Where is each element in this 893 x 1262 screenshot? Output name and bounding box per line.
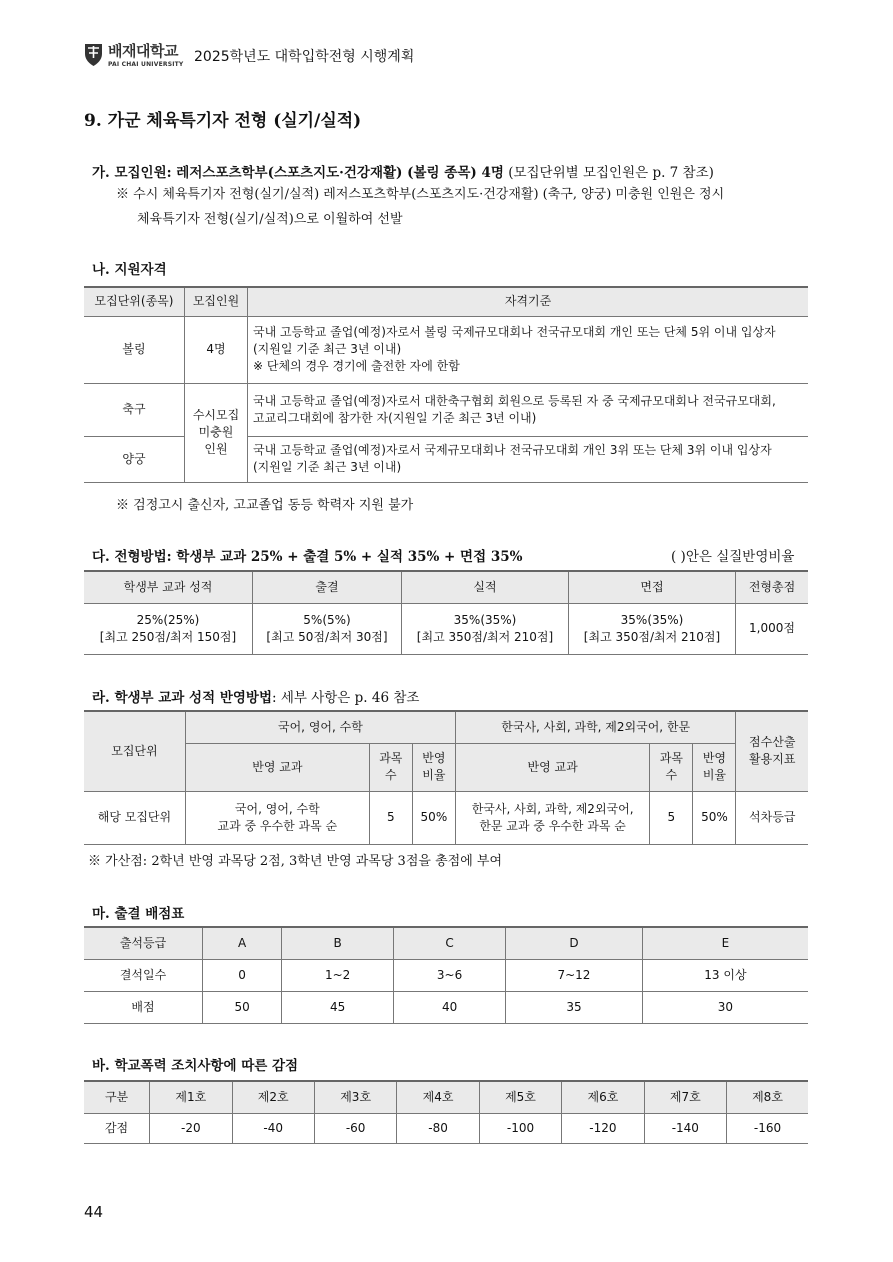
header-cell: A [203, 927, 282, 959]
header-cell: 제7호 [644, 1081, 726, 1113]
subject-line: 국어, 영어, 수학 [234, 801, 320, 816]
subject-cell [185, 791, 369, 844]
header-line: 비율 [702, 768, 727, 782]
grade-method-title-note: : 세부 사항은 p. 46 참조 [272, 690, 420, 706]
count-line: 미충원 [198, 425, 234, 439]
table-cell: 결석일수 [84, 959, 203, 991]
attendance-title: 마. 출결 배점표 [92, 906, 185, 922]
unit-cell: 양궁 [84, 436, 185, 482]
grade-method-title [92, 686, 419, 706]
unfilled-note-line2: 체육특기자 전형(실기/실적)으로 이월하여 선발 [137, 212, 403, 227]
table-cell: 1~2 [282, 959, 394, 991]
table-cell: -100 [479, 1113, 561, 1143]
score-cell [402, 603, 569, 654]
header-cell: 제1호 [150, 1081, 232, 1113]
total-cell: 1,000점 [736, 603, 809, 654]
page-header [84, 40, 814, 74]
header-unit: 모집단위 [84, 711, 185, 791]
header-line: 과목 [379, 751, 403, 765]
table-row [84, 791, 808, 844]
university-logo-text: 배재대학교 [108, 42, 178, 60]
eligibility-title: 나. 지원자격 [92, 262, 167, 278]
header-cell: 실적 [402, 571, 569, 603]
count-cell [185, 383, 248, 482]
criteria-line: 국내 고등학교 졸업(예정)자로서 볼링 국제규모대회나 전국규모대회 개인 또는 단체 5위 이내 입상자 [253, 325, 776, 339]
header-unit: 모집단위(종목) [84, 287, 185, 316]
recruit-count-line [92, 161, 714, 181]
unit-cell: 해당 모집단위 [84, 791, 185, 844]
document-title: 2025학년도 대학입학전형 시행계획 [194, 49, 415, 65]
grade-method-title-bold: 라. 학생부 교과 성적 반영방법 [92, 690, 272, 706]
table-cell: 0 [203, 959, 282, 991]
count-line: 수시모집 [192, 408, 240, 422]
header-count: 모집인원 [185, 287, 248, 316]
header-line: 반영 [702, 751, 727, 765]
table-row [84, 316, 808, 383]
subject-cell [455, 791, 649, 844]
index-cell: 석차등급 [736, 791, 808, 844]
table-cell: -40 [232, 1113, 314, 1143]
table-row [84, 991, 808, 1023]
header-cell: 제5호 [479, 1081, 561, 1113]
table-row [84, 959, 808, 991]
table-cell: 감점 [84, 1113, 150, 1143]
header-ratio [693, 743, 736, 791]
count-cell: 5 [369, 791, 412, 844]
criteria-line: (지원일 기준 최근 3년 이내) [253, 460, 402, 474]
header-cell: 제2호 [232, 1081, 314, 1113]
header-cell: 면접 [569, 571, 736, 603]
unit-cell: 축구 [84, 383, 185, 436]
table-cell: 50 [203, 991, 282, 1023]
table-cell: 40 [394, 991, 506, 1023]
header-line: 점수산출 [749, 735, 796, 750]
score-cell [569, 603, 736, 654]
header-cell: 출석등급 [84, 927, 203, 959]
table-cell: 배점 [84, 991, 203, 1023]
table-row [84, 1113, 808, 1143]
grade-method-table [84, 710, 808, 845]
eligibility-note: ※ 검정고시 출신자, 고교졸업 동등 학력자 지원 불가 [116, 498, 414, 513]
attendance-table [84, 926, 808, 1024]
score-ratio: 5%(5%) [303, 612, 351, 627]
unit-cell: 볼링 [84, 316, 185, 383]
table-cell: -80 [397, 1113, 479, 1143]
selection-method-table [84, 570, 808, 655]
table-cell: 7~12 [506, 959, 643, 991]
table-row [84, 603, 808, 654]
header-cell: D [506, 927, 643, 959]
header-cell: 구분 [84, 1081, 150, 1113]
criteria-line: ※ 단체의 경우 경기에 출전한 자에 한함 [253, 359, 460, 373]
header-cell: 제4호 [397, 1081, 479, 1113]
table-row [84, 383, 808, 436]
header-cell: E [642, 927, 808, 959]
header-count [369, 743, 412, 791]
table-cell: -120 [562, 1113, 644, 1143]
unfilled-note-line1: ※ 수시 체육특기자 전형(실기/실적) 레저스포츠학부(스포츠지도·건강재활) (축구, 양궁) 미충원 인원은 정시 [116, 187, 725, 202]
header-cell: 제6호 [562, 1081, 644, 1113]
university-logo-english: PAI CHAI UNIVERSITY [108, 61, 184, 68]
score-range: [최고 50점/최저 30점] [266, 629, 388, 644]
ratio-cell: 50% [693, 791, 736, 844]
criteria-line: 국내 고등학교 졸업(예정)자로서 대한축구협회 회원으로 등록된 자 중 국제규모대회나 전국규모대회, [253, 393, 776, 408]
table-cell: 3~6 [394, 959, 506, 991]
header-cell: 학생부 교과 성적 [84, 571, 253, 603]
criteria-line: 고교리그대회에 참가한 자(지원일 기준 최근 3년 이내) [253, 410, 537, 425]
header-line: 비율 [422, 768, 446, 782]
header-cell: 출결 [253, 571, 402, 603]
subject-line: 한국사, 사회, 과학, 제2외국어, [471, 801, 634, 816]
score-ratio: 35%(35%) [453, 612, 517, 627]
score-ratio: 25%(25%) [136, 612, 200, 627]
table-cell: 35 [506, 991, 643, 1023]
score-cell [84, 603, 253, 654]
header-cell: 전형총점 [736, 571, 809, 603]
violence-deduction-table [84, 1080, 808, 1144]
criteria-line: 국내 고등학교 졸업(예정)자로서 국제규모대회나 전국규모대회 개인 3위 또는 단체 3위 이내 입상자 [253, 443, 772, 457]
count-cell: 5 [650, 791, 693, 844]
header-group1: 국어, 영어, 수학 [185, 711, 455, 743]
header-line: 수 [385, 768, 397, 782]
selection-method-title: 다. 전형방법: 학생부 교과 25% + 출결 5% + 실적 35% + 면접 35% [92, 549, 523, 565]
count-cell: 4명 [185, 316, 248, 383]
table-cell: -160 [727, 1113, 808, 1143]
subject-line: 교과 중 우수한 과목 순 [217, 818, 338, 833]
header-cell: 제3호 [314, 1081, 396, 1113]
header-cell: C [394, 927, 506, 959]
recruit-count-bold: 가. 모집인원: 레저스포츠학부(스포츠지도·건강재활) (볼링 종목) 4명 [92, 165, 504, 181]
table-cell: -20 [150, 1113, 232, 1143]
table-cell: 13 이상 [642, 959, 808, 991]
criteria-cell [248, 436, 809, 482]
criteria-cell [248, 383, 809, 436]
page-number: 44 [84, 1203, 104, 1221]
header-criteria: 자격기준 [248, 287, 809, 316]
header-subject: 반영 교과 [455, 743, 649, 791]
subject-line: 한문 교과 중 우수한 과목 순 [479, 818, 626, 833]
score-range: [최고 250점/최저 150점] [99, 629, 237, 644]
header-line: 과목 [659, 751, 683, 765]
header-line: 활용지표 [749, 752, 796, 767]
violence-deduction-title: 바. 학교폭력 조치사항에 따른 감점 [92, 1058, 299, 1074]
ratio-cell: 50% [412, 791, 455, 844]
table-cell: 45 [282, 991, 394, 1023]
header-subject: 반영 교과 [185, 743, 369, 791]
header-line: 수 [665, 768, 678, 782]
header-count [650, 743, 693, 791]
ratio-note: ( )안은 실질반영비율 [671, 549, 795, 565]
criteria-cell [248, 316, 809, 383]
section-title: 9. 가군 체육특기자 전형 (실기/실적) [84, 111, 362, 131]
count-line: 인원 [204, 442, 228, 456]
table-cell: -140 [644, 1113, 726, 1143]
criteria-line: (지원일 기준 최근 3년 이내) [253, 342, 402, 356]
score-range: [최고 350점/최저 210점] [416, 629, 554, 644]
score-ratio: 35%(35%) [620, 612, 684, 627]
score-range: [최고 350점/최저 210점] [583, 629, 721, 644]
header-score-index [736, 711, 808, 791]
header-line: 반영 [422, 751, 446, 765]
table-cell: 30 [642, 991, 808, 1023]
score-cell [253, 603, 402, 654]
eligibility-table [84, 286, 808, 483]
university-shield-icon [84, 43, 103, 67]
header-ratio [412, 743, 455, 791]
bonus-note: ※ 가산점: 2학년 반영 과목당 2점, 3학년 반영 과목당 3점을 총점에 부여 [88, 854, 503, 869]
header-cell: 제8호 [727, 1081, 808, 1113]
header-cell: B [282, 927, 394, 959]
table-cell: -60 [314, 1113, 396, 1143]
recruit-count-note: (모집단위별 모집인원은 p. 7 참조) [503, 165, 714, 181]
header-group2: 한국사, 사회, 과학, 제2외국어, 한문 [455, 711, 736, 743]
